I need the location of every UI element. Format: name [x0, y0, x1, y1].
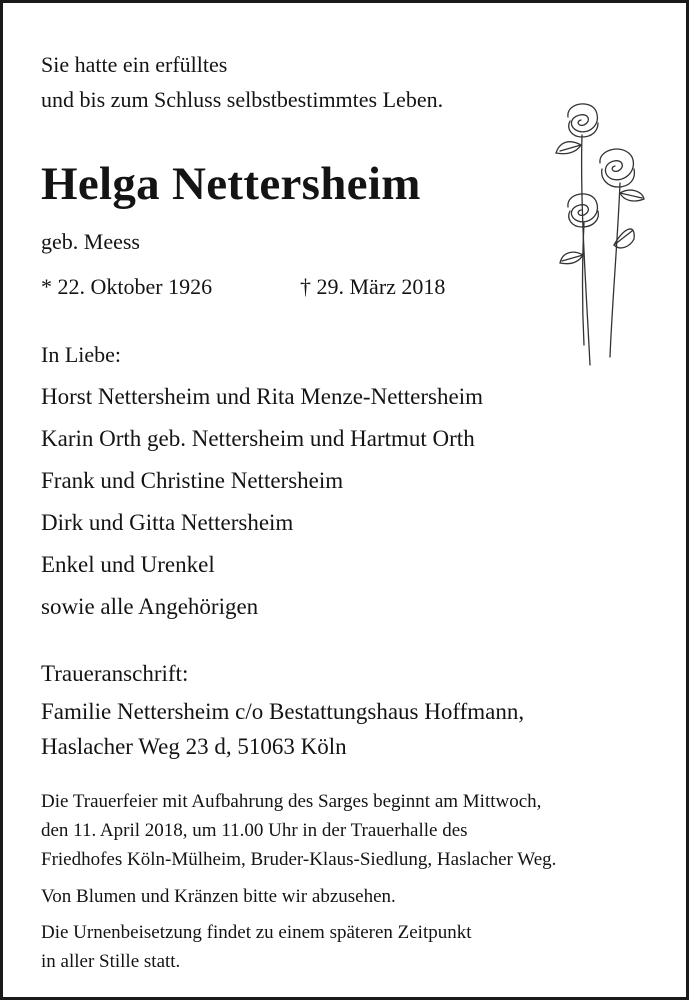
mourner-name: Frank und Christine Nettersheim — [41, 468, 344, 493]
birth-name: geb. Meess — [41, 229, 140, 254]
mourner-name: Horst Nettersheim und Rita Menze-Nettersheim — [41, 384, 483, 409]
quote — [41, 47, 443, 117]
ceremony-line: den 11. April 2018, um 11.00 Uhr in der Trauerhalle des — [41, 820, 468, 841]
flowers-notice: Von Blumen und Kränzen bitte wir abzusehen. — [41, 886, 396, 907]
address-line-1: Familie Nettersheim c/o Bestattungshaus Hoffmann, — [41, 699, 525, 724]
rose-lower — [568, 194, 598, 227]
urn-notice — [41, 918, 472, 976]
birth-date: * 22. Oktober 1926 — [41, 274, 213, 299]
mourner-name: Enkel und Urenkel — [41, 552, 215, 577]
rose-top — [568, 104, 598, 137]
address-heading: Traueranschrift: — [41, 661, 189, 686]
mourners-heading: In Liebe: — [41, 342, 122, 367]
deceased-name: Helga Nettersheim — [41, 158, 421, 210]
urn-line: in aller Stille statt. — [41, 951, 181, 972]
death-date: † 29. März 2018 — [300, 274, 446, 299]
ceremony-line: Friedhofes Köln-Mülheim, Bruder-Klaus-Siedlung, Haslacher Weg. — [41, 849, 557, 870]
mourner-name: sowie alle Angehörigen — [41, 594, 259, 619]
ceremony-notice — [41, 787, 556, 874]
rose-right — [600, 149, 634, 187]
address-line-2: Haslacher Weg 23 d, 51063 Köln — [41, 734, 347, 759]
mourner-name: Karin Orth geb. Nettersheim und Hartmut Orth — [41, 426, 475, 451]
urn-line: Die Urnenbeisetzung findet zu einem späteren Zeitpunkt — [41, 922, 472, 943]
ceremony-line: Die Trauerfeier mit Aufbahrung des Sarges beginnt am Mittwoch, — [41, 791, 542, 812]
mourner-name: Dirk und Gitta Nettersheim — [41, 510, 294, 535]
roses-icon — [548, 95, 648, 374]
quote-line-2: und bis zum Schluss selbstbestimmtes Leben. — [41, 87, 444, 112]
quote-line-1: Sie hatte ein erfülltes — [41, 52, 228, 77]
